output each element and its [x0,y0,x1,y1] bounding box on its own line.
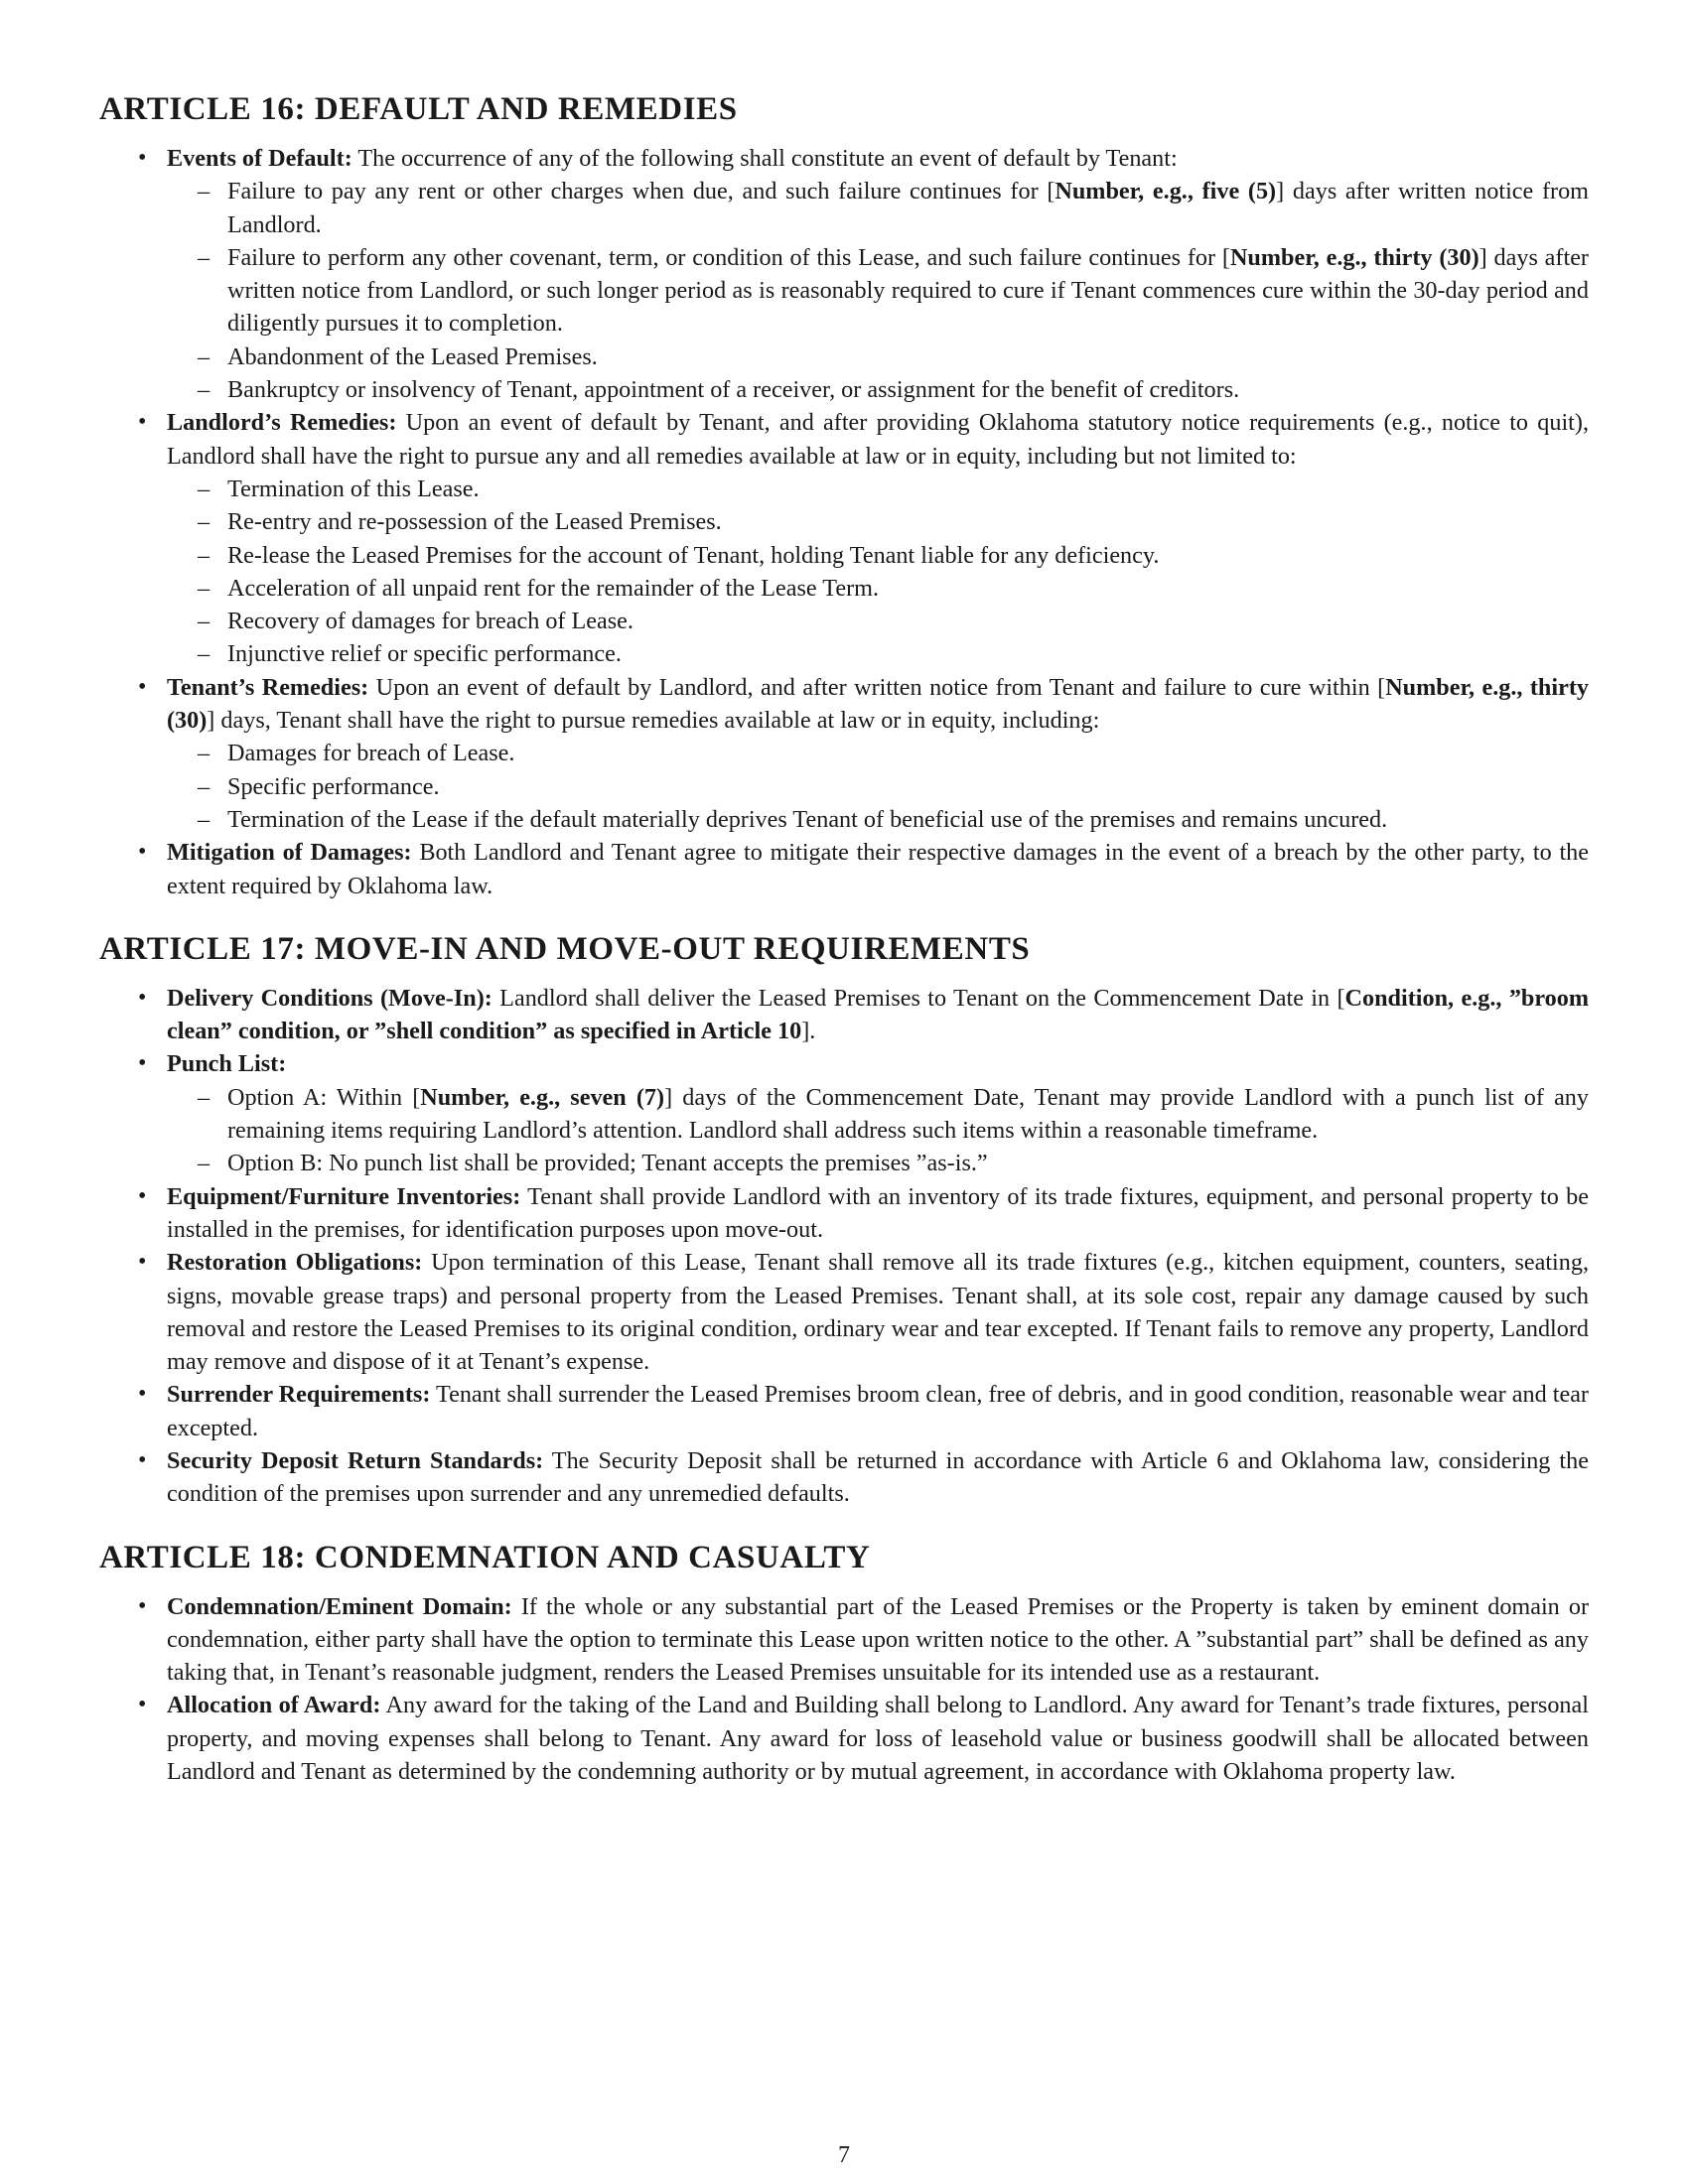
landlords-remedies-item [167,406,1589,670]
sub-item: – Re-entry and re-possession of the Leased Premises. [227,505,1589,538]
condemnation-item [167,1590,1589,1690]
article-17-list [99,982,1589,1511]
security-deposit-item [167,1444,1589,1511]
mitigation-of-damages-item [167,836,1589,902]
placeholder-field: Condition, e.g., ”broom clean” condition, or ”shell condition” as specified in Article 10 [167,984,1589,1045]
item-label: Events of Default: [167,145,352,172]
item-text: If the whole or any substantial part of the Leased Premises or the Property is taken by eminent domain or condemnation, either party shall have the option to terminate this Lease upon written notice to the other. A ”substantial part” shall be defined as any taking that, in Tenant’s reasonable judgment, renders the Leased Premises unsuitable for its intended use as a restaurant. [167,1592,1590,1687]
sub-item: – Termination of the Lease if the default materially deprives Tenant of beneficial use of the premises and remains uncured. [227,803,1589,836]
article-18-title: ARTICLE 18: CONDEMNATION AND CASUALTY [99,1539,871,1575]
item-text: Tenant shall provide Landlord with an inventory of its trade fixtures, equipment, and personal property to be installed in the premises, for identification purposes upon move-out. [167,1182,1589,1243]
item-text: Upon termination of this Lease, Tenant shall remove all its trade fixtures (e.g., kitchen equipment, counters, seating, signs, movable grease traps) and personal property from the Leased Premises. Tenant shall, at its sole cost, repair any damage caused by such removal and restore the Leased Premises to its original condition, ordinary wear and tear excepted. If Tenant fails to remove any property, Landlord may remove and dispose of it at Tenant’s expense. [167,1249,1589,1376]
punch-list-item [167,1047,1589,1179]
article-17 [99,929,1589,1511]
item-text: Upon an event of default by Tenant, and after providing Oklahoma statutory notice requirements (e.g., notice to quit), Landlord shall have the right to pursue any and all remedies available at law or in equity, including but not limited to: [167,409,1589,470]
item-label: Tenant’s Remedies: [167,673,369,701]
sub-item: – Recovery of damages for breach of Lease. [227,605,1589,637]
item-text: The Security Deposit shall be returned in accordance with Article 6 and Oklahoma law, considering the condition of the premises upon surrender and any unremedied defaults. [167,1446,1589,1508]
sub-item: – Bankruptcy or insolvency of Tenant, appointment of a receiver, or assignment for the benefit of creditors. [227,373,1589,406]
equipment-inventories-item [167,1180,1589,1247]
events-of-default-item [167,142,1589,406]
item-label: Landlord’s Remedies: [167,409,397,437]
sub-item: – Failure to pay any rent or other charges when due, and such failure continues for [Number, e.g., five (5)] days after written notice from Landlord. [227,175,1589,241]
item-label: Security Deposit Return Standards: [167,1446,544,1474]
sub-item: – Option A: Within [Number, e.g., seven (7)] days of the Commencement Date, Tenant may provide Landlord with a punch list of any remaining items requiring Landlord’s attention. Landlord shall address such items within a reasonable timeframe. [227,1081,1589,1148]
item-label: Delivery Conditions (Move-In): [167,984,492,1012]
sub-item: – Acceleration of all unpaid rent for the remainder of the Lease Term. [227,572,1589,605]
sub-item: – Re-lease the Leased Premises for the account of Tenant, holding Tenant liable for any deficiency. [227,539,1589,572]
tenants-remedies-item: • Tenant’s Remedies: Upon an event of default by Landlord, and after written notice from Tenant and failure to cure within [Number, e.g., thirty (30)] days, Tenant shall have the right to pursue remedies available at law or in equity, including: – Damages for breach of Lease. – Specific performance. – Termination of the Lease if the default materially deprives Tenant of beneficial use of the premises and remains uncured. [167,671,1589,836]
placeholder-field: Number, e.g., seven (7) [420,1083,665,1111]
landlords-remedies-sublist [167,473,1589,671]
placeholder-field: Number, e.g., five (5) [1055,178,1277,205]
article-16-title: ARTICLE 16: DEFAULT AND REMEDIES [99,91,738,127]
restoration-obligations-item [167,1246,1589,1378]
sub-item: – Specific performance. [227,770,1589,803]
item-text: Both Landlord and Tenant agree to mitigate their respective damages in the event of a breach by the other party, to the extent required by Oklahoma law. [167,839,1589,899]
item-label: Restoration Obligations: [167,1249,423,1277]
article-17-title: ARTICLE 17: MOVE-IN AND MOVE-OUT REQUIREMENTS [99,930,1031,967]
placeholder-field: Number, e.g., thirty (30) [167,673,1589,735]
item-label: Condemnation/Eminent Domain: [167,1592,512,1620]
placeholder-field: Number, e.g., thirty (30) [1229,243,1479,271]
sub-item: – Option B: No punch list shall be provided; Tenant accepts the premises ”as-is.” [227,1147,1589,1179]
item-label: Punch List: [167,1050,287,1078]
sub-item: – Failure to perform any other covenant, term, or condition of this Lease, and such failure continues for [Number, e.g., thirty (30)] days after written notice from Landlord, or such longer period as is reasonably required to cure if Tenant commences cure within the 30-day period and diligently pursues it to completion. [227,241,1589,341]
item-label: Equipment/Furniture Inventories: [167,1182,521,1210]
punch-list-sublist [167,1081,1589,1180]
page-number: 7 [838,2142,850,2168]
events-of-default-sublist [167,175,1589,406]
article-18-list [99,1590,1589,1789]
allocation-of-award-item [167,1689,1589,1788]
article-18 [99,1538,1589,1789]
item-text: The occurrence of any of the following shall constitute an event of default by Tenant: [352,145,1178,172]
delivery-conditions-item: • Delivery Conditions (Move-In): Landlord shall deliver the Leased Premises to Tenant on the Commencement Date in [Condition, e.g., ”broom clean” condition, or ”shell condition” as specified in Article 10]. [167,982,1589,1048]
tenants-remedies-sublist [167,737,1589,836]
item-label: Allocation of Award: [167,1692,381,1719]
article-16-list [99,142,1589,902]
sub-item: – Abandonment of the Leased Premises. [227,341,1589,373]
item-label: Mitigation of Damages: [167,839,412,867]
surrender-requirements-item [167,1378,1589,1444]
item-text: Any award for the taking of the Land and Building shall belong to Landlord. Any award for Tenant’s trade fixtures, personal property, and moving expenses shall belong to Tenant. Any award for loss of leasehold value or business goodwill shall be allocated between Landlord and Tenant as determined by the condemning authority or by mutual agreement, in accordance with Oklahoma property law. [167,1692,1589,1786]
item-text: Tenant shall surrender the Leased Premises broom clean, free of debris, and in good condition, reasonable wear and tear excepted. [167,1381,1589,1441]
sub-item: – Damages for breach of Lease. [227,737,1589,769]
item-label: Surrender Requirements: [167,1381,431,1409]
sub-item: – Termination of this Lease. [227,473,1589,505]
sub-item: – Injunctive relief or specific performance. [227,637,1589,670]
article-16 [99,89,1589,902]
document-page [99,89,1589,1815]
